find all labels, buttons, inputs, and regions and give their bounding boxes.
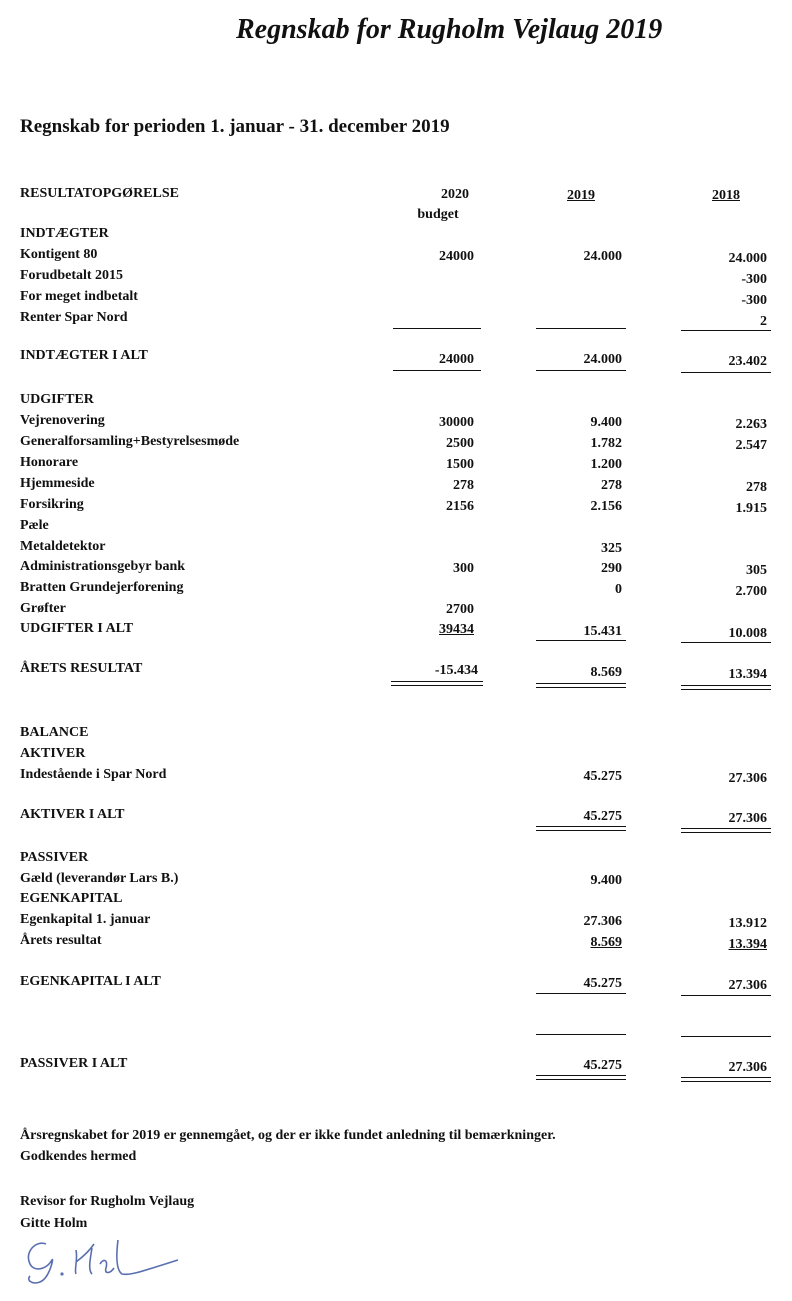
value-2018-cell: 27.306 [728,771,767,786]
value-2019-cell: 45.275 [583,769,622,784]
liabilities-total-2019: 45.275 [583,1058,622,1073]
total-rule [536,640,626,641]
sum-rule [393,328,481,329]
double-rule [536,683,626,688]
value-2018-cell: -300 [741,272,767,287]
value-2018-cell: 1.915 [735,501,767,516]
row-label: Generalforsamling+Bestyrelsesmøde [20,434,240,449]
value-2018-cell: 2.700 [735,584,767,599]
signature [18,1230,188,1290]
equity-total-label: EGENKAPITAL I ALT [20,974,161,989]
expenses-total-2018: 10.008 [728,626,767,641]
row-label: Forudbetalt 2015 [20,268,124,283]
sum-rule [536,1034,626,1035]
double-rule [681,828,771,833]
equity-heading: EGENKAPITAL [20,891,123,906]
section-heading-resultatopgorelse: RESULTATOPGØRELSE [20,186,179,201]
total-rule [681,372,771,373]
row-label: Administrationsgebyr bank [20,559,186,574]
expenses-heading: UDGIFTER [20,392,94,407]
value-2018-cell: 24.000 [728,251,767,266]
budget-cell: 278 [453,478,474,493]
row-label: Grøfter [20,601,66,616]
total-rule [393,370,481,371]
balance-heading: BALANCE [20,725,89,740]
value-2019-cell: 1.200 [590,457,622,472]
value-2019-cell: 1.782 [590,436,622,451]
double-rule [681,1077,771,1082]
budget-cell: 2700 [446,602,474,617]
row-label: Vejrenovering [20,413,105,428]
expenses-total-2019: 15.431 [583,624,622,639]
result-budget: -15.434 [434,663,478,678]
budget-cell: 1500 [446,457,474,472]
value-2019-cell: 278 [601,478,622,493]
row-label: Egenkapital 1. januar [20,912,151,927]
row-label: Honorare [20,455,79,470]
income-total-2018: 23.402 [728,354,767,369]
budget-cell: 24000 [439,249,474,264]
row-label: Hjemmeside [20,476,95,491]
result-label: ÅRETS RESULTAT [20,661,143,676]
audit-note: Årsregnskabet for 2019 er gennemgået, og der er ikke fundet anledning til bemærkninger. [20,1128,556,1143]
row-label: Bratten Grundejerforening [20,580,184,595]
value-2019-cell: 9.400 [590,415,622,430]
value-2019-cell: 8.569 [590,935,622,950]
income-total-2019: 24.000 [583,352,622,367]
document-title: Regnskab for Rugholm Vejlaug 2019 [236,14,663,45]
budget-cell: 2156 [446,499,474,514]
equity-total-2019: 45.275 [583,976,622,991]
row-label: Gæld (leverandør Lars B.) [20,871,179,886]
row-label: Forsikring [20,497,84,512]
approval-text: Godkendes hermed [20,1149,137,1164]
period-heading: Regnskab for perioden 1. januar - 31. december 2019 [20,116,450,137]
sum-rule [681,330,771,331]
liabilities-total-2018: 27.306 [728,1060,767,1075]
column-header-budget: 2020 [441,187,469,202]
total-rule [536,993,626,994]
income-heading: INDTÆGTER [20,226,109,241]
budget-cell: 30000 [439,415,474,430]
assets-heading: AKTIVER [20,746,86,761]
value-2018-cell: 2 [760,314,767,329]
total-rule [681,995,771,996]
value-2019-cell: 9.400 [590,873,622,888]
value-2019-cell: 290 [601,561,622,576]
equity-total-2018: 27.306 [728,978,767,993]
row-label: Pæle [20,518,49,533]
result-2019: 8.569 [590,665,622,680]
auditor-name: Gitte Holm [20,1216,88,1231]
value-2019-cell: 2.156 [590,499,622,514]
value-2018-cell: 2.263 [735,417,767,432]
income-total-label: INDTÆGTER I ALT [20,348,148,363]
double-rule [536,826,626,831]
value-2018-cell: 2.547 [735,438,767,453]
column-header-2019: 2019 [567,188,595,203]
income-total-budget: 24000 [439,352,474,367]
expenses-total-budget: 39434 [439,622,474,637]
value-2018-cell: 13.394 [728,937,767,952]
expenses-total-label: UDGIFTER I ALT [20,621,134,636]
total-rule [536,370,626,371]
double-rule [391,681,483,686]
row-label: Årets resultat [20,933,102,948]
sum-rule [536,328,626,329]
assets-total-2018: 27.306 [728,811,767,826]
column-header-budget-sub: budget [417,207,459,222]
row-label: Metaldetektor [20,539,106,554]
assets-total-label: AKTIVER I ALT [20,807,125,822]
value-2019-cell: 0 [615,582,622,597]
value-2018-cell: 305 [746,563,767,578]
double-rule [536,1075,626,1080]
budget-cell: 300 [453,561,474,576]
budget-cell: 2500 [446,436,474,451]
column-header-2018: 2018 [712,188,740,203]
value-2019-cell: 27.306 [583,914,622,929]
value-2019-cell: 325 [601,541,622,556]
liabilities-total-label: PASSIVER I ALT [20,1056,128,1071]
sum-rule [681,1036,771,1037]
row-label: Renter Spar Nord [20,310,128,325]
total-rule [681,642,771,643]
row-label: For meget indbetalt [20,289,138,304]
value-2018-cell: 13.912 [728,916,767,931]
double-rule [681,685,771,690]
value-2019-cell: 24.000 [583,249,622,264]
value-2018-cell: 278 [746,480,767,495]
liabilities-heading: PASSIVER [20,850,89,865]
auditor-title: Revisor for Rugholm Vejlaug [20,1194,195,1209]
value-2018-cell: -300 [741,293,767,308]
row-label: Indestående i Spar Nord [20,767,167,782]
assets-total-2019: 45.275 [583,809,622,824]
row-label: Kontigent 80 [20,247,98,262]
result-2018: 13.394 [728,667,767,682]
